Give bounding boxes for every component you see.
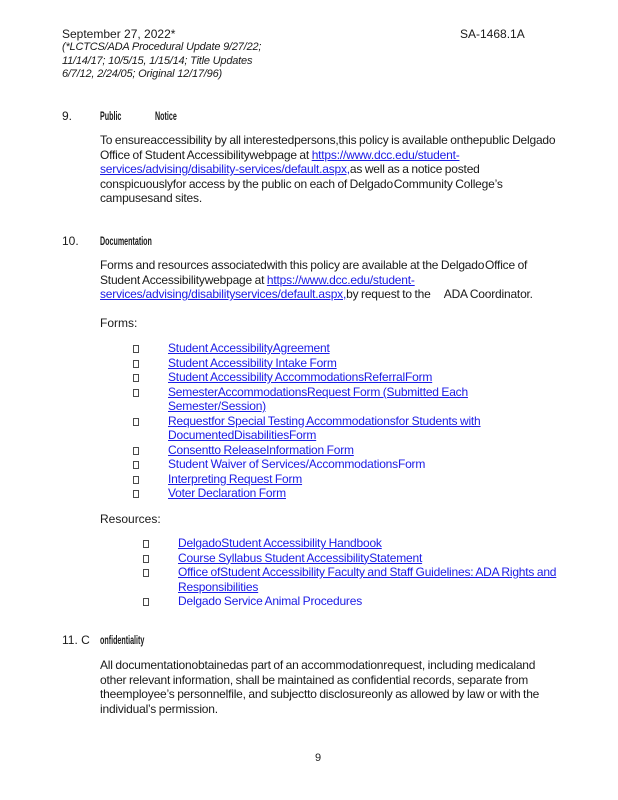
section-title [100,109,210,125]
square-bullet-icon [133,389,139,397]
text-run: All documentationobtainedas part of an accommodationrequest, including medicaland other relevant information, shall be maintained as confidential records, separate from theemployee’s personnelfile, and subjectto disclosureonly as allowed by law or with the individual’s permission. [100,658,540,716]
bullet-cell [143,551,178,566]
bullet-cell [133,486,168,501]
section-number: 10. [62,234,79,248]
bullet-cell [133,457,168,472]
section-10-paragraph [100,258,558,302]
list-link[interactable]: Course Syllabus Student AccessibilityStatement [178,550,423,565]
forms-label: Forms: [100,316,138,330]
section-9-paragraph [100,133,558,206]
square-bullet-icon [143,555,149,563]
bullet-cell [133,443,168,458]
list-item [133,370,557,385]
square-bullet-icon [133,490,139,498]
square-bullet-icon [133,447,139,455]
square-bullet-icon [133,360,139,368]
bullet-cell [133,414,168,443]
section-title [100,234,204,250]
hyperlink[interactable]: https://www.dcc.edu/student-services/advising/disabilityservices/default.aspx, [100,272,415,301]
page-number: 9 [315,752,322,764]
revision-note-line: 11/14/17; 10/5/15, 1/15/14; Title Updates [62,54,253,67]
resources-label: Resources: [100,512,161,526]
section-title [100,633,192,649]
square-bullet-icon [133,374,139,382]
section-title-word: Public [100,111,122,123]
list-item [143,565,567,594]
list-item [143,594,567,609]
list-link[interactable]: Delgado Service Animal Procedures [178,594,362,608]
list-item [133,472,557,487]
section-11-paragraph [100,658,562,716]
text-run: Forms and resources associatedwith this policy are available at the Delgado Office of Student Accessibilitywebpage at [100,258,528,287]
list-link[interactable]: Consentto ReleaseInformation Form [168,442,354,457]
list-item [133,443,557,458]
header-date: September 27, 2022* [62,27,176,41]
section-number: 9. [62,109,73,123]
revision-note [62,41,322,82]
bullet-cell [133,370,168,385]
list-item [143,551,567,566]
text-run: To ensureaccessibility by all interestedpersons,this policy is available onthepublic Delgado Office of Student Accessibilitywebpage at [100,133,556,162]
square-bullet-icon [143,598,149,606]
bullet-cell [133,385,168,414]
bullet-cell [133,472,168,487]
list-link[interactable]: Student Accessibility AccommodationsReferralForm [168,370,433,384]
revision-note-line: 6/7/12, 2/24/05; Original 12/17/96) [62,68,222,81]
bullet-cell [143,536,178,551]
list-item [133,341,557,356]
square-bullet-icon [143,569,149,577]
list-link[interactable]: SemesterAccommodationsRequest Form (Submitted Each Semester/Session) [168,384,468,413]
revision-note-line: (*LCTCS/ADA Procedural Update 9/27/22; [62,41,262,53]
list-item [133,356,557,371]
forms-list [133,341,557,501]
list-link[interactable]: Student AccessibilityAgreement [168,341,330,355]
square-bullet-icon [133,345,139,353]
bullet-cell [143,565,178,594]
list-item [143,536,567,551]
list-item [133,486,557,501]
hyperlink[interactable]: https://www.dcc.edu/student-services/advising/disability-services/default.aspx, [100,147,460,176]
bullet-cell [143,594,178,609]
text-run: by request to the ADA Coordinator. [346,287,533,301]
list-link[interactable]: Office ofStudent Accessibility Faculty and Staff Guidelines: ADA Rights and Responsibilities [178,565,557,594]
resources-list [143,536,567,609]
list-item [133,414,557,443]
section-number: 11. C [62,633,90,647]
list-link[interactable]: Requestfor Special Testing Accommodationsfor Students with DocumentedDisabilitiesForm [168,413,481,442]
list-link[interactable]: Student Waiver of Services/AccommodationsForm [168,457,426,471]
section-title-word: onfidentiality [100,635,145,647]
square-bullet-icon [133,476,139,484]
section-9-heading [62,109,542,125]
bullet-cell [133,341,168,356]
square-bullet-icon [143,540,149,548]
list-item [133,457,557,472]
list-item [133,385,557,414]
list-link[interactable]: Student Accessibility Intake Form [168,355,337,370]
bullet-cell [133,356,168,371]
list-link[interactable]: Voter Declaration Form [168,486,286,500]
section-title-word: Documentation [100,236,152,248]
section-11-heading [62,633,542,649]
list-link[interactable]: DelgadoStudent Accessibility Handbook [178,536,382,550]
text-run: as well as a notice posted conspicuouslyfor access by the public on each of Delgado Community College’s campusesand sites. [100,162,503,205]
list-link[interactable]: Interpreting Request Form [168,471,303,486]
section-title-word: Notice [154,111,177,123]
document-number: SA-1468.1A [460,27,525,41]
section-10-heading [62,234,542,250]
square-bullet-icon [133,418,139,426]
square-bullet-icon [133,461,139,469]
